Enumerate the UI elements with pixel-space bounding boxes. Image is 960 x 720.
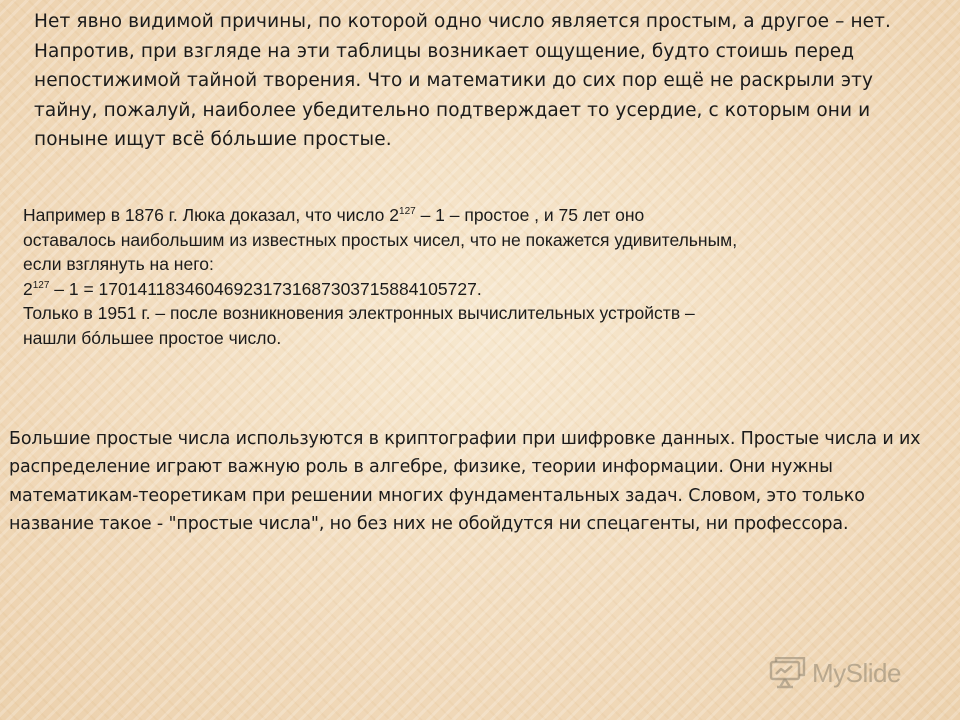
intro-paragraph: Нет явно видимой причины, по которой одно число является простым, а другое – нет. Напротив, при взгляде на эти таблицы возникает ощущение, будто стоишь перед непостижимой тайной творения. Что и математики до сих пор ещё не раскрыли эту тайну, пожалуй, наиболее убедительно подтверждает то усердие, с которым они и поныне ищут всё бóльшие простые. [34, 11, 891, 150]
example-line-1: Например в 1876 г. Люка доказал, что число $2^{127} - 1$ – простое , и 75 лет оно [23, 205, 645, 225]
myslide-watermark [768, 656, 901, 690]
example-line-3: если взглянуть на него: [23, 254, 214, 274]
myslide-logo-icon [768, 657, 806, 689]
prime-formula: $2^{127} - 1 = 170141183460469231731687303715884105727$. [23, 278, 482, 299]
example-line-5: Только в 1951 г. – после возникновения электронных вычислительных устройств – [23, 303, 695, 323]
example-line-6: нашли бóльшее простое число. [23, 327, 282, 348]
example-line-2: оставалось наибольшим из известных простых чисел, что не покажется удивительным, [23, 229, 738, 250]
watermark-text: MySlide [812, 657, 901, 688]
exponent: 127 [32, 279, 50, 291]
cryptography-paragraph: Большие простые числа используются в криптографии при шифровке данных. Простые числа и их распределение играют важную роль в алгебре, физике, теории информации. Они нужны математикам-теоретикам при решении многих фундаментальных задач. Словом, это только название такое - "простые числа", но без них не обойдутся ни спецагенты, ни профессора. [9, 429, 921, 534]
exponent: 127 [399, 206, 416, 217]
lucas-prime-example [23, 203, 923, 350]
